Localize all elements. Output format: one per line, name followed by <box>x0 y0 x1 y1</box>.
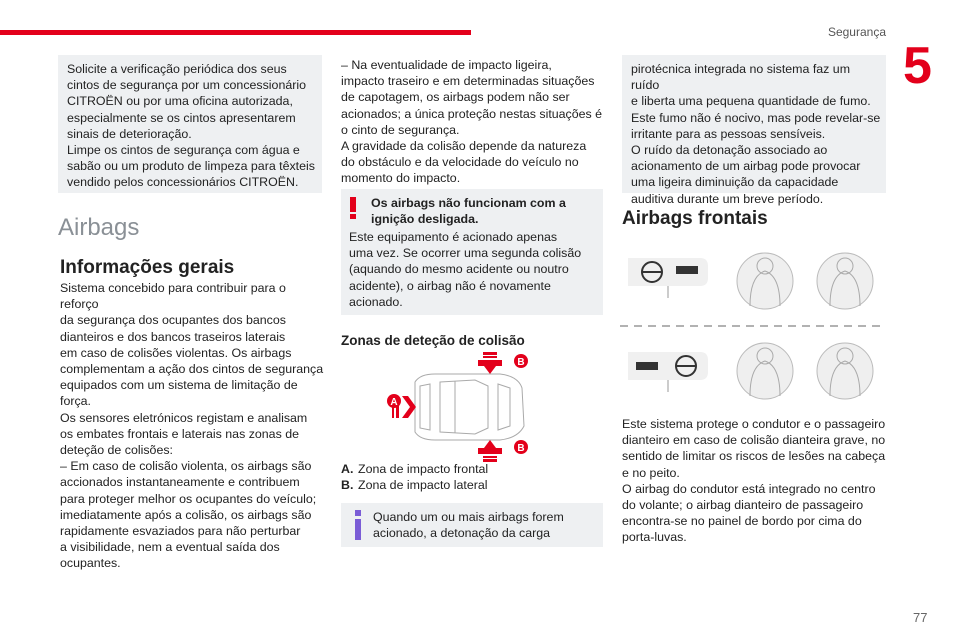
collision-zones-diagram <box>380 352 530 462</box>
legend-key-a: A. <box>341 462 354 476</box>
legend-item-a <box>341 461 488 477</box>
seatbelt-note-box <box>58 55 322 193</box>
zone-b-label-top: B <box>517 357 525 368</box>
zone-b-label-bottom: B <box>517 443 525 454</box>
warning-box <box>341 189 603 315</box>
zones-heading: Zonas de deteção de colisão <box>341 333 525 348</box>
warning-body-text: Este equipamento é acionado apenas uma vez. Se ocorrer uma segunda colisão (aquando do mesmo acidente ou noutro acidente), o airbag não é novamente acionado. <box>349 230 582 309</box>
section-title: Segurança <box>827 25 886 39</box>
pyrotechnic-note-text: pirotécnica integrada no sistema faz um ruído e liberta uma pequena quantidade de fumo. Este fumo não é nocivo, mas pode revelar-se irritante para as pessoas sensíveis. O ruído da detonação associado ao acionamento de um airbag pode provocar uma ligeira diminuição da capacidade auditiva durante um breve período. <box>631 62 881 206</box>
info-box <box>341 503 603 547</box>
legend-key-b: B. <box>341 478 354 492</box>
chapter-number: 5 <box>903 37 932 95</box>
general-info-body: Sistema concebido para contribuir para o reforço da segurança dos ocupantes dos bancos dianteiros e dos bancos traseiros laterais em caso de colisões violentas. Os airbags complementam a ação dos cintos de segurança equipados com um sistema de limitação de força. Os sensores eletrónicos registam e analisam os embates frontais e laterais nas zonas de deteção de colisões: – Em caso de colisão violenta, os airbags são accionados instantaneamente e contribuem para proteger melhor os ocupantes do veículo; imediatamente após a colisão, os airbags são rapidamente esvaziados para não perturbar a visibilidade, nem a eventual saída dos ocupantes. <box>60 281 324 571</box>
zone-a-label: A <box>390 397 398 408</box>
warning-exclamation-icon <box>349 197 357 219</box>
front-airbags-heading: Airbags frontais <box>622 208 768 229</box>
impact-body: – Na eventualidade de impacto ligeira, impacto traseiro e em determinadas situações de capotagem, os airbags podem não ser acionados; a única proteção nestas situações é o cinto de segurança. A gravidade da colisão depende da natureza do obstáculo e da velocidade do veículo no momento do impacto. <box>341 58 603 186</box>
page-number: 77 <box>913 610 928 625</box>
page-heading: Airbags <box>58 214 140 241</box>
pyrotechnic-note-box <box>622 55 886 206</box>
seatbelt-note-text: Solicite a verificação periódica dos seus cintos de segurança por um concessionário CITROËN ou por uma oficina autorizada, especialmente se os cintos apresentarem sinais de deterioração. Limpe os cintos de segurança com água e sabão ou um produto de limpeza para têxteis vendido pelos concessionários CITROËN. <box>67 62 315 190</box>
general-info-heading: Informações gerais <box>60 257 235 278</box>
legend-text-b: Zona de impacto lateral <box>358 478 488 492</box>
info-text: Quando um ou mais airbags forem acionado, a detonação da carga <box>373 510 564 541</box>
warning-bold-text: Os airbags não funcionam com a ignição desligada. <box>371 196 566 227</box>
legend-item-b <box>341 477 488 493</box>
front-airbags-body: Este sistema protege o condutor e o passageiro dianteiro em caso de colisão dianteira grave, no sentido de limitar os riscos de lesões na cabeça e no peito. O airbag do condutor está integrado no centro do volante; o airbag dianteiro de passageiro encontra-se no painel de bordo por cima do porta-luvas. <box>622 417 886 545</box>
header-accent-bar <box>0 30 471 35</box>
front-airbags-diagram <box>620 236 882 408</box>
legend-text-a: Zona de impacto frontal <box>358 462 489 476</box>
info-icon <box>355 510 361 540</box>
